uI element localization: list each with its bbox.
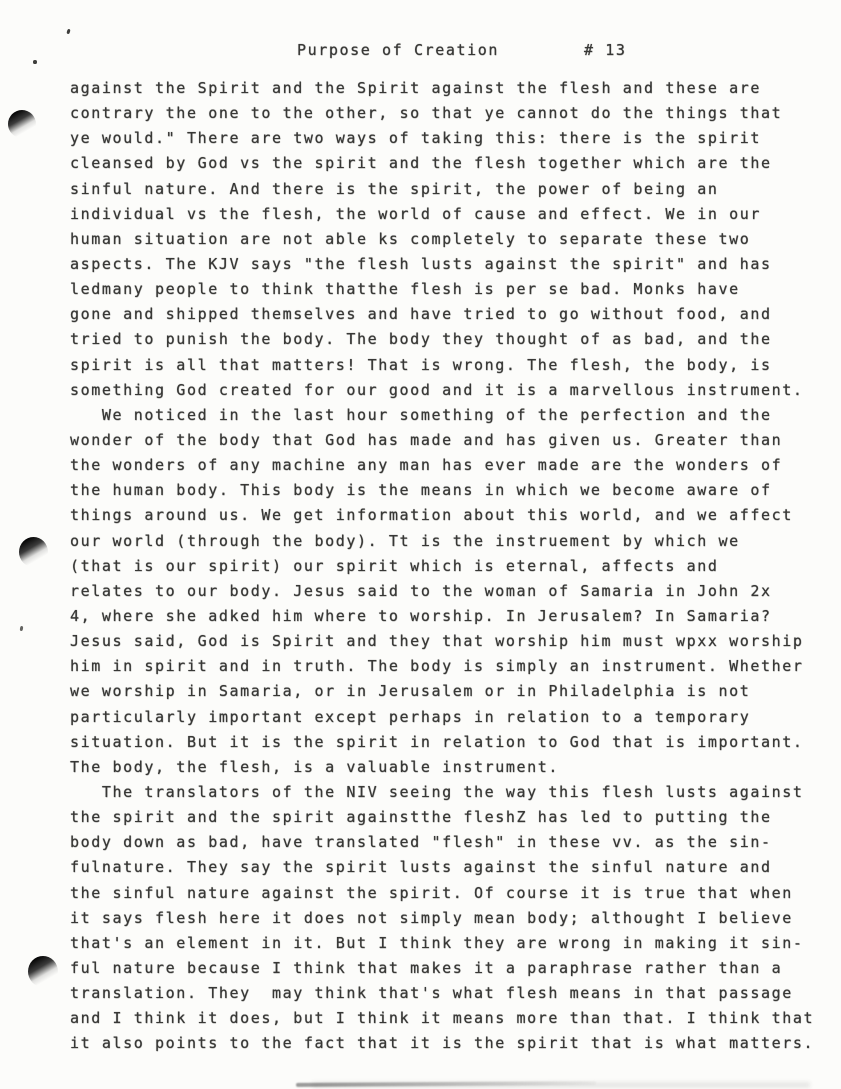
text-line: body down as bad, have translated "flesh" in these vv. as the sin-	[70, 833, 772, 852]
text-line: the sinful nature against the spirit. Of course it is true that when	[70, 883, 793, 902]
page-number: # 13	[584, 41, 627, 59]
scan-speck	[20, 626, 24, 631]
text-line: it says flesh here it does not simply mean body; althought I believe	[70, 908, 793, 927]
text-line: particularly important except perhaps in relation to a temporary	[70, 707, 751, 726]
text-line: ye would." There are two ways of taking this: there is the spirit	[70, 129, 761, 148]
scan-speck	[66, 29, 70, 35]
text-line: it also points to the fact that it is the spirit that is what matters.	[70, 1034, 815, 1053]
text-line: that's an element in it. But I think they are wrong in making it sin-	[70, 933, 804, 952]
punch-hole-mark	[8, 110, 36, 138]
text-line: The translators of the NIV seeing the way this flesh lusts against	[70, 782, 804, 801]
text-line: ledmany people to think thatthe flesh is per se bad. Monks have	[70, 280, 740, 299]
text-line: something God created for our good and it is a marvellous instrument.	[70, 380, 804, 399]
page-title: Purpose of Creation	[297, 41, 499, 59]
text-line: cleansed by God vs the spirit and the flesh together which are the	[70, 154, 772, 173]
text-line: relates to our body. Jesus said to the woman of Samaria in John 2x	[70, 581, 772, 600]
text-line: we worship in Samaria, or in Jerusalem or in Philadelphia is not	[70, 682, 751, 701]
text-line: aspects. The KJV says "the flesh lusts against the spirit" and has	[70, 254, 772, 273]
text-line: human situation are not able ks completely to separate these two	[70, 229, 751, 248]
text-line: Jesus said, God is Spirit and they that worship him must wpxx worship	[70, 632, 804, 651]
text-line: 4, where she adked him where to worship. In Jerusalem? In Samaria?	[70, 606, 772, 625]
text-line: We noticed in the last hour something of the perfection and the	[70, 405, 772, 424]
punch-hole-mark	[28, 956, 58, 987]
punch-hole-mark	[19, 537, 48, 567]
text-line: tried to punish the body. The body they thought of as bad, and the	[70, 330, 772, 349]
text-line: him in spirit and in truth. The body is simply an instrument. Whether	[70, 657, 804, 676]
text-line: individual vs the flesh, the world of cause and effect. We in our	[70, 204, 761, 223]
text-line: gone and shipped themselves and have tried to go without food, and	[70, 305, 772, 324]
text-line: the spirit and the spirit againstthe fleshZ has led to putting the	[70, 808, 772, 827]
text-line: against the Spirit and the Spirit against the flesh and these are	[70, 79, 761, 97]
text-line: sinful nature. And there is the spirit, the power of being an	[70, 179, 719, 198]
text-line: spirit is all that matters! That is wrong. The flesh, the body, is	[70, 355, 772, 374]
text-line: our world (through the body). Tt is the instruement by which we	[70, 531, 740, 550]
text-line: translation. They may think that's what flesh means in that passage	[70, 984, 793, 1003]
text-line: things around us. We get information about this world, and we affect	[70, 506, 793, 525]
scan-speck	[33, 60, 37, 64]
text-line: wonder of the body that God has made and has given us. Greater than	[70, 430, 783, 449]
text-line: contrary the one to the other, so that ye cannot do the things that	[70, 104, 783, 123]
text-line: ful nature because I think that makes it a paraphrase rather than a	[70, 958, 783, 977]
document-body	[70, 76, 814, 1056]
text-line: The body, the flesh, is a valuable instrument.	[70, 757, 560, 776]
text-line: and I think it does, but I think it means more than that. I think that	[70, 1009, 815, 1028]
text-line: (that is our spirit) our spirit which is eternal, affects and	[70, 556, 719, 575]
text-line: situation. But it is the spirit in relation to God that is important.	[70, 732, 804, 751]
text-line: the human body. This body is the means in which we become aware of	[70, 481, 772, 500]
text-line: the wonders of any machine any man has ever made are the wonders of	[70, 456, 783, 475]
text-line: fulnature. They say the spirit lusts against the sinful nature and	[70, 858, 772, 877]
